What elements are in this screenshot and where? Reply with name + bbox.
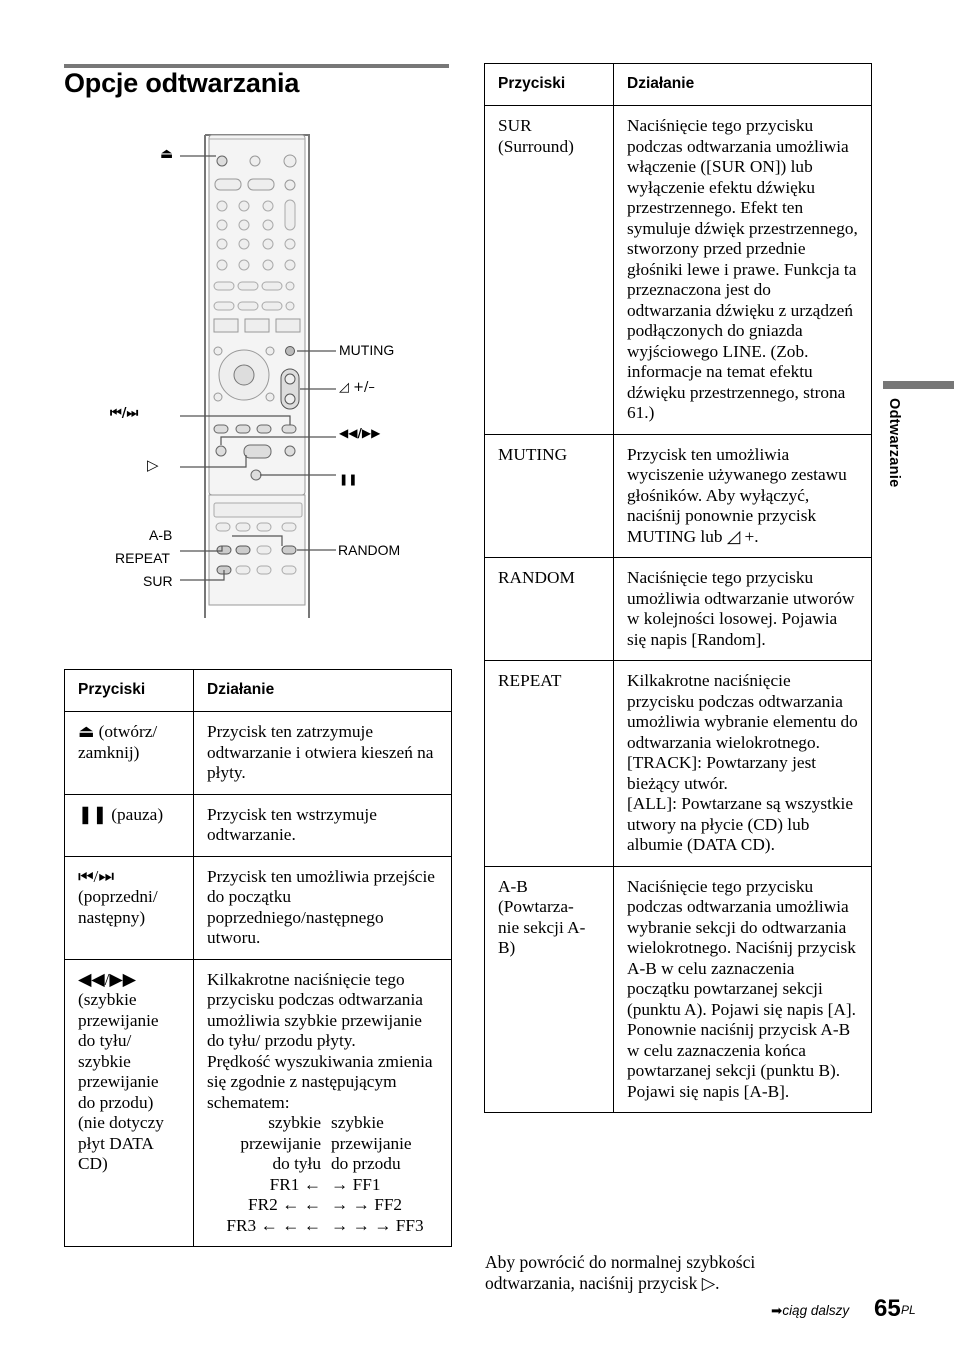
table-row: [485, 661, 872, 867]
speed-row: [193, 1216, 438, 1237]
button-cell: ◀◀/▶▶ (szybkie przewijanie do tyłu/ szybkie przewijanie do przodu) (nie dotyczy płyt DATA CD): [65, 959, 194, 1247]
button-cell: ❚❚ (pauza): [65, 794, 194, 856]
table-row: [65, 959, 452, 1247]
random-label: RANDOM: [338, 542, 401, 558]
section-tab-bar: [883, 381, 954, 389]
speed-row: [207, 1195, 438, 1216]
table-header-row: [485, 64, 872, 106]
continued-text: ciąg dalszy: [782, 1303, 850, 1318]
sur-label: SUR: [143, 573, 173, 589]
arrow-right-icon: ➡: [771, 1303, 783, 1319]
repeat-label: REPEAT: [115, 550, 170, 566]
right-button-table: [484, 63, 872, 1113]
muting-label: MUTING: [339, 342, 395, 358]
speed-forward-header: szybkie przewijanie do przodu: [331, 1113, 412, 1173]
action-cell: Przycisk ten zatrzymuje odtwarzanie i otwiera kieszeń na płyty.: [194, 712, 452, 795]
speed-scheme-header: [207, 1113, 438, 1175]
page-language: PL: [901, 1303, 916, 1317]
speed-forward-value: → FF1: [331, 1174, 381, 1194]
table-row: [485, 106, 872, 435]
action-cell: Przycisk ten wstrzymuje odtwarzanie.: [194, 794, 452, 856]
left-button-table: [64, 669, 452, 1247]
header-action: Działanie: [194, 670, 452, 712]
action-cell: Kilkakrotne naciśnięcie przycisku podczas odtwarzania umożliwia wybranie elementu do odtwarzania wielokrotnego. [TRACK]: Powtarzany jest bieżący utwór. [ALL]: Powtarzane są wszystkie utwory na płycie (CD) lub albumie (DATA CD).: [614, 661, 872, 867]
speed-back-value: FR2 ← ←: [248, 1195, 321, 1214]
eject-label: ⏏: [160, 146, 174, 162]
action-cell: Naciśnięcie tego przycisku umożliwia odtwarzanie utworów w kolejności losowej. Pojawia się napis [Random].: [614, 558, 872, 661]
rew-ff-label: ◀◀/▶▶: [339, 426, 381, 440]
header-action: Działanie: [614, 64, 872, 106]
play-label: ▷: [147, 456, 159, 474]
speed-back-value: FR3 ← ← ←: [226, 1215, 321, 1235]
action-cell: Naciśnięcie tego przycisku podczas odtwarzania umożliwia wybranie sekcji do odtwarzania wielokrotnego. Naciśnij przycisk A-B w celu zaznaczenia początku powtarzanej sekcji (punktu A). Pojawi się napis [A]. Ponownie naciśnij przycisk A-B w celu zaznaczenia końca powtarzanej sekcji (punktu B). Pojawi się napis [A-B].: [614, 866, 872, 1113]
speed-forward-value: → → → FF3: [331, 1215, 424, 1235]
table-row: [65, 856, 452, 959]
section-tab-label: Odtwarzanie: [886, 398, 902, 488]
button-cell: A-B (Powtarza- nie sekcji A- B): [485, 866, 614, 1113]
speed-forward-value: → → FF2: [331, 1195, 403, 1214]
footer-note: Aby powrócić do normalnej szybkości odtwarzania, naciśnij przycisk ▷.: [485, 1252, 756, 1293]
table-row: [485, 558, 872, 661]
action-cell: Przycisk ten umożliwia wyciszenie używanego zestawu głośników. Aby wyłączyć, naciśnij ponownie przycisk MUTING lub ◿ +.: [614, 434, 872, 558]
action-cell: Naciśnięcie tego przycisku podczas odtwarzania umożliwia włączenie ([SUR ON]) lub wyłączenie efektu dźwięku przestrzennego. Efekt ten symuluje dźwięk przestrzennego, stworzony przed przednie głośniki lewe i prawe. Funkcja ta przeznaczona jest do odtwarzania dźwięku z urządzeń podłączonych do gniazda wyjściowego LINE. (Zob. informacje na temat efektu dźwięku przestrzennego, strona 61.): [614, 106, 872, 435]
header-buttons: Przyciski: [65, 670, 194, 712]
table-row: [485, 434, 872, 558]
table-header-row: [65, 670, 452, 712]
action-cell: Przycisk ten umożliwia przejście do początku poprzedniego/następnego utworu.: [194, 856, 452, 959]
volume-label: ◿ +/–: [339, 380, 375, 395]
button-cell: SUR (Surround): [485, 106, 614, 435]
pause-label: ❚❚: [339, 473, 358, 486]
table-row: [485, 866, 872, 1113]
button-cell: ⏮/⏭ (poprzedni/ następny): [65, 856, 194, 959]
speed-back-header: szybkie przewijanie do tyłu: [240, 1113, 321, 1173]
button-cell: RANDOM: [485, 558, 614, 661]
table-row: [65, 794, 452, 856]
ab-label: A-B: [149, 527, 173, 543]
page-title: Opcje odtwarzania: [64, 68, 300, 98]
button-cell: MUTING: [485, 434, 614, 558]
action-cell: [194, 959, 452, 1247]
speed-back-value: FR1 ←: [269, 1174, 321, 1194]
page-number: 65: [874, 1295, 901, 1322]
speed-row: [207, 1175, 438, 1196]
prev-next-label: ⏮/⏭: [110, 406, 139, 421]
button-cell: REPEAT: [485, 661, 614, 867]
header-buttons: Przyciski: [485, 64, 614, 106]
action-text: Kilkakrotne naciśnięcie tego przycisku podczas odtwarzania umożliwia szybkie przewijanie do tyłu/ przodu płyty. Prędkość wyszukiwania zmienia się zgodnie z następującym schematem:: [207, 969, 433, 1112]
table-row: [65, 712, 452, 795]
continued-note: [771, 1303, 849, 1319]
button-cell: ⏏ (otwórz/ zamknij): [65, 712, 194, 795]
